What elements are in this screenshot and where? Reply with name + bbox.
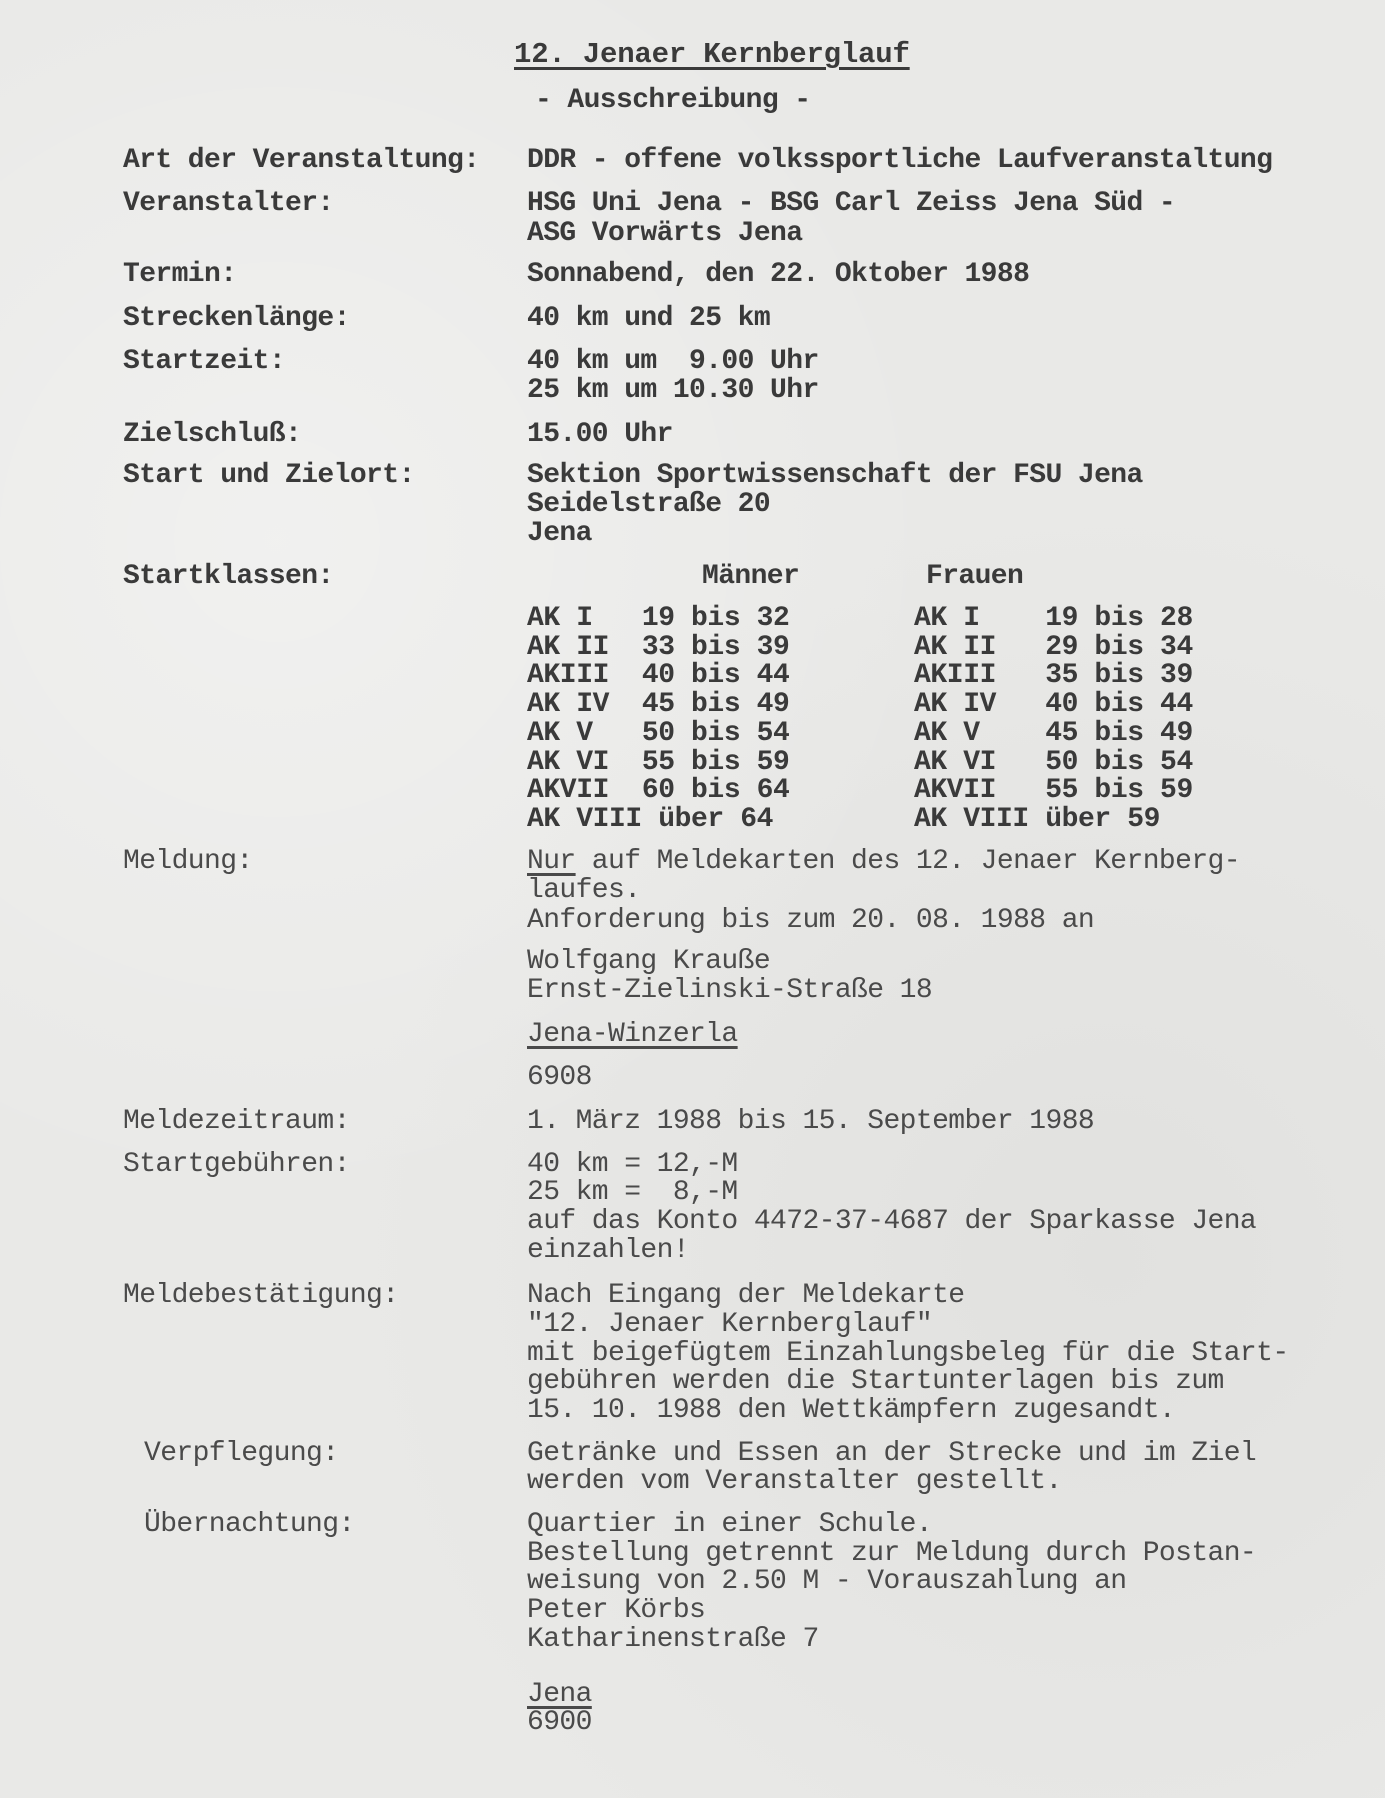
label-zielschluss: Zielschluß: xyxy=(123,419,302,450)
label-startklassen: Startklassen: xyxy=(123,561,334,592)
value-veranstalter-line: ASG Vorwärts Jena xyxy=(527,218,803,249)
value-meldung-line: laufes. xyxy=(527,875,641,906)
age-class-row: AK VIII über 59 xyxy=(914,803,1161,835)
value-meldung-line xyxy=(527,847,1240,877)
value-meldebestaetigung-line: 15. 10. 1988 den Wettkämpfern zugesandt. xyxy=(527,1395,1176,1426)
header-frauen: Frauen xyxy=(926,561,1024,592)
value-meldung-name: Wolfgang Krauße xyxy=(527,946,771,977)
value-uebernachtung-line: Peter Körbs xyxy=(527,1595,706,1626)
value-meldebestaetigung-line: "12. Jenaer Kernberglauf" xyxy=(527,1309,933,1340)
value-meldebestaetigung-line: gebühren werden die Startunterlagen bis zum xyxy=(527,1366,1224,1397)
value-meldung-city: Jena-Winzerla xyxy=(527,1019,738,1050)
value-startzielort-line: Seidelstraße 20 xyxy=(527,489,771,520)
value-uebernachtung-line: Quartier in einer Schule. xyxy=(527,1509,933,1540)
meldung-text: auf Meldekarten des 12. Jenaer Kernberg- xyxy=(575,846,1240,877)
age-class-row: AKVII 60 bis 64 xyxy=(527,775,790,807)
label-meldung: Meldung: xyxy=(123,846,253,877)
label-startgebuehren: Startgebühren: xyxy=(123,1149,350,1180)
age-class-row: AK V 45 bis 49 xyxy=(914,717,1193,749)
value-uebernachtung-plz: 6900 xyxy=(527,1707,592,1738)
document-title: 12. Jenaer Kernberglauf xyxy=(514,38,910,71)
value-startgebuehren-line: 25 km = 8,-M xyxy=(527,1177,738,1208)
value-art: DDR - offene volkssportliche Laufveranstaltung xyxy=(527,145,1273,176)
age-class-row: AK VIII über 64 xyxy=(527,803,774,835)
age-class-row: AK II 33 bis 39 xyxy=(527,631,790,663)
age-class-row: AKIII 35 bis 39 xyxy=(914,660,1193,692)
value-uebernachtung-line: Bestellung getrennt zur Meldung durch Postan- xyxy=(527,1538,1257,1569)
value-startzielort-line: Jena xyxy=(527,518,592,549)
age-class-row: AK IV 45 bis 49 xyxy=(527,689,790,721)
age-class-row: AK II 29 bis 34 xyxy=(914,631,1193,663)
label-meldezeitraum: Meldezeitraum: xyxy=(123,1106,350,1137)
value-veranstalter-line: HSG Uni Jena - BSG Carl Zeiss Jena Süd - xyxy=(527,188,1176,219)
value-verpflegung-line: werden vom Veranstalter gestellt. xyxy=(527,1466,1062,1497)
value-startzeit-line: 25 km um 10.30 Uhr xyxy=(527,375,819,406)
age-class-row: AK I 19 bis 28 xyxy=(914,603,1193,634)
label-veranstalter: Veranstalter: xyxy=(123,188,334,219)
value-meldebestaetigung-line: Nach Eingang der Meldekarte xyxy=(527,1280,965,1311)
label-streckenlaenge: Streckenlänge: xyxy=(123,303,350,334)
value-startgebuehren-line: einzahlen! xyxy=(527,1235,690,1266)
age-class-row: AK I 19 bis 32 xyxy=(527,603,790,634)
value-meldezeitraum: 1. März 1988 bis 15. September 1988 xyxy=(527,1106,1095,1137)
age-class-row: AK VI 50 bis 54 xyxy=(914,746,1193,778)
document-subtitle: - Ausschreibung - xyxy=(535,85,811,116)
value-meldung-street: Ernst-Zielinski-Straße 18 xyxy=(527,975,933,1006)
value-verpflegung-line: Getränke und Essen an der Strecke und im Ziel xyxy=(527,1438,1257,1469)
age-class-row: AK VI 55 bis 59 xyxy=(527,746,790,778)
label-verpflegung: Verpflegung: xyxy=(144,1438,339,1469)
emphasis-nur: Nur xyxy=(527,846,576,877)
value-uebernachtung-city: Jena xyxy=(527,1679,592,1710)
age-class-row: AKVII 55 bis 59 xyxy=(914,775,1193,807)
value-uebernachtung-line: weisung von 2.50 M - Vorauszahlung an xyxy=(527,1566,1127,1597)
value-zielschluss: 15.00 Uhr xyxy=(527,419,673,450)
age-class-row: AKIII 40 bis 44 xyxy=(527,660,790,692)
header-maenner: Männer xyxy=(702,561,800,592)
value-meldung-plz: 6908 xyxy=(527,1062,592,1093)
value-termin: Sonnabend, den 22. Oktober 1988 xyxy=(527,259,1030,290)
label-art: Art der Veranstaltung: xyxy=(123,145,480,176)
label-startzielort: Start und Zielort: xyxy=(123,460,415,491)
label-uebernachtung: Übernachtung: xyxy=(144,1509,355,1540)
value-startzielort-line: Sektion Sportwissenschaft der FSU Jena xyxy=(527,460,1143,491)
label-startzeit: Startzeit: xyxy=(123,346,286,377)
age-class-row: AK IV 40 bis 44 xyxy=(914,689,1193,721)
value-uebernachtung-line: Katharinenstraße 7 xyxy=(527,1624,819,1655)
value-meldung-line: Anforderung bis zum 20. 08. 1988 an xyxy=(527,905,1095,936)
value-startzeit-line: 40 km um 9.00 Uhr xyxy=(527,346,819,377)
value-meldebestaetigung-line: mit beigefügtem Einzahlungsbeleg für die Start- xyxy=(527,1338,1289,1369)
label-meldebestaetigung: Meldebestätigung: xyxy=(123,1280,399,1311)
label-termin: Termin: xyxy=(123,259,237,290)
value-streckenlaenge: 40 km und 25 km xyxy=(527,303,771,334)
age-class-row: AK V 50 bis 54 xyxy=(527,717,790,749)
value-startgebuehren-line: 40 km = 12,-M xyxy=(527,1149,738,1180)
value-startgebuehren-line: auf das Konto 4472-37-4687 der Sparkasse Jena xyxy=(527,1206,1257,1237)
